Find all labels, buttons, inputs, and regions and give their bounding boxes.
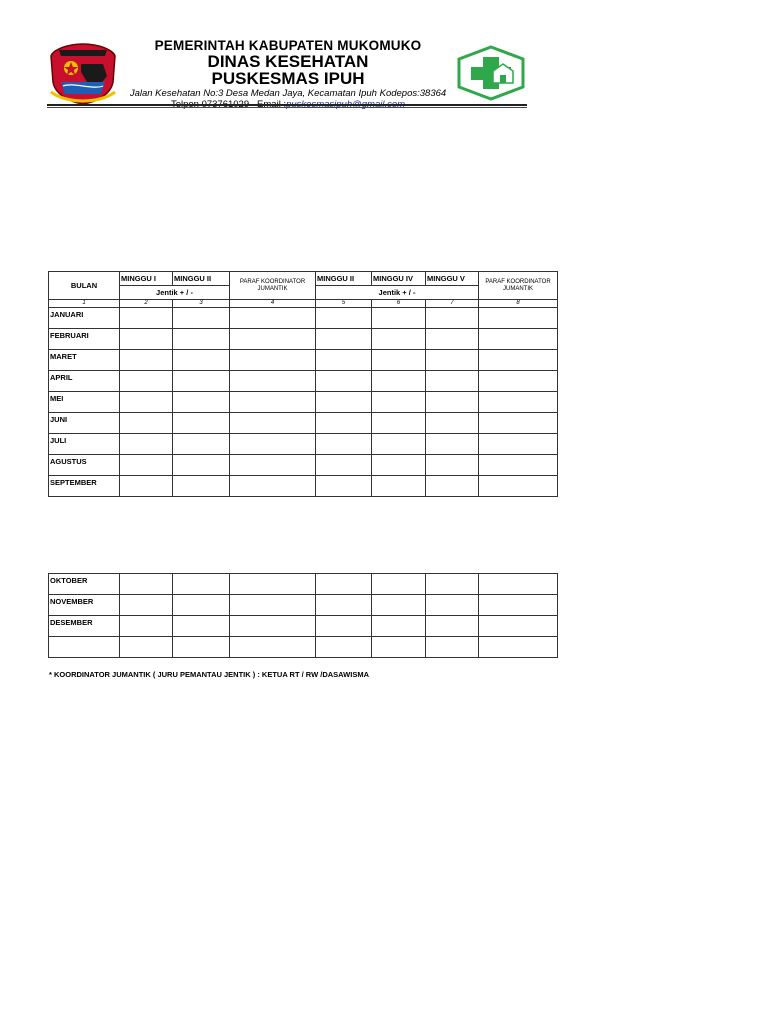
month-label: SEPTEMBER — [49, 476, 120, 497]
cell[interactable] — [230, 350, 316, 371]
subheader-jentik-2: Jentik + / - — [316, 286, 479, 300]
month-label: DESEMBER — [49, 616, 120, 637]
table-row — [49, 637, 558, 658]
letterhead — [45, 38, 527, 108]
month-label: NOVEMBER — [49, 595, 120, 616]
table-row — [49, 616, 558, 637]
col-number: 5 — [316, 300, 372, 308]
col-number: 7 — [426, 300, 479, 308]
cell[interactable] — [372, 434, 426, 455]
cell[interactable] — [316, 371, 372, 392]
cell[interactable] — [173, 329, 230, 350]
header-paraf-2: PARAF KOORDINATOR JUMANTIK — [479, 272, 558, 300]
cell[interactable] — [426, 434, 479, 455]
cell[interactable] — [316, 329, 372, 350]
cell[interactable] — [120, 637, 173, 658]
header-bulan: BULAN — [49, 272, 120, 300]
month-label — [49, 637, 120, 658]
cell[interactable] — [230, 392, 316, 413]
cell[interactable] — [316, 637, 372, 658]
government-name: PEMERINTAH KABUPATEN MUKOMUKO — [154, 38, 422, 53]
cell[interactable] — [479, 595, 558, 616]
cell[interactable] — [230, 595, 316, 616]
header-minggu-4: MINGGU IV — [372, 272, 426, 286]
cell[interactable] — [426, 308, 479, 329]
cell[interactable] — [426, 637, 479, 658]
subheader-jentik-1: Jentik + / - — [120, 286, 230, 300]
cell[interactable] — [372, 371, 426, 392]
cell[interactable] — [479, 413, 558, 434]
cell[interactable] — [316, 434, 372, 455]
cell[interactable] — [173, 574, 230, 595]
cell[interactable] — [120, 455, 173, 476]
table-row — [49, 371, 558, 392]
cell[interactable] — [479, 371, 558, 392]
puskesmas-name: PUSKESMAS IPUH — [211, 69, 365, 88]
cell[interactable] — [316, 574, 372, 595]
cell[interactable] — [479, 616, 558, 637]
cell[interactable] — [479, 392, 558, 413]
month-label: JUNI — [49, 413, 120, 434]
cell[interactable] — [426, 595, 479, 616]
table-row — [49, 455, 558, 476]
letterhead-text — [123, 38, 453, 110]
cell[interactable] — [173, 595, 230, 616]
cell[interactable] — [230, 329, 316, 350]
cell[interactable] — [372, 476, 426, 497]
month-label: JANUARI — [49, 308, 120, 329]
cell[interactable] — [230, 637, 316, 658]
cell[interactable] — [372, 329, 426, 350]
month-label: MARET — [49, 350, 120, 371]
cell[interactable] — [173, 616, 230, 637]
table-row — [49, 392, 558, 413]
table-row — [49, 350, 558, 371]
cell[interactable] — [479, 329, 558, 350]
cell[interactable] — [120, 413, 173, 434]
cell[interactable] — [316, 595, 372, 616]
cell[interactable] — [479, 455, 558, 476]
month-label: APRIL — [49, 371, 120, 392]
table-row — [49, 308, 558, 329]
puskesmas-logo-icon — [455, 45, 527, 101]
cell[interactable] — [173, 476, 230, 497]
table-row — [49, 413, 558, 434]
cell[interactable] — [479, 637, 558, 658]
letterhead-rule — [47, 104, 527, 106]
month-label: OKTOBER — [49, 574, 120, 595]
col-number: 2 — [120, 300, 173, 308]
jumantik-table-part1 — [48, 271, 558, 497]
cell[interactable] — [230, 616, 316, 637]
cell[interactable] — [479, 350, 558, 371]
cell[interactable] — [173, 308, 230, 329]
table-row — [49, 595, 558, 616]
cell[interactable] — [479, 434, 558, 455]
cell[interactable] — [120, 308, 173, 329]
cell[interactable] — [316, 455, 372, 476]
col-number: 6 — [372, 300, 426, 308]
cell[interactable] — [120, 329, 173, 350]
cell[interactable] — [426, 616, 479, 637]
cell[interactable] — [173, 392, 230, 413]
cell[interactable] — [120, 350, 173, 371]
cell[interactable] — [426, 371, 479, 392]
cell[interactable] — [426, 350, 479, 371]
cell[interactable] — [372, 455, 426, 476]
table-row — [49, 574, 558, 595]
letterhead-rule-thin — [47, 107, 527, 108]
table-row — [49, 476, 558, 497]
cell[interactable] — [426, 329, 479, 350]
cell[interactable] — [372, 574, 426, 595]
header-minggu-5: MINGGU V — [426, 272, 479, 286]
cell[interactable] — [372, 308, 426, 329]
cell[interactable] — [173, 637, 230, 658]
month-label: FEBRUARI — [49, 329, 120, 350]
cell[interactable] — [316, 616, 372, 637]
month-label: JULI — [49, 434, 120, 455]
cell[interactable] — [120, 574, 173, 595]
cell[interactable] — [230, 574, 316, 595]
cell[interactable] — [120, 616, 173, 637]
table-row — [49, 434, 558, 455]
header-paraf-1: PARAF KOORDINATOR JUMANTIK — [230, 272, 316, 300]
cell[interactable] — [173, 350, 230, 371]
cell[interactable] — [316, 392, 372, 413]
month-label: MEI — [49, 392, 120, 413]
cell[interactable] — [230, 308, 316, 329]
jumantik-table-part2 — [48, 573, 558, 658]
cell[interactable] — [426, 455, 479, 476]
cell[interactable] — [479, 476, 558, 497]
cell[interactable] — [173, 455, 230, 476]
cell[interactable] — [173, 434, 230, 455]
cell[interactable] — [372, 616, 426, 637]
cell[interactable] — [372, 637, 426, 658]
cell[interactable] — [316, 350, 372, 371]
cell[interactable] — [173, 413, 230, 434]
cell[interactable] — [230, 476, 316, 497]
cell[interactable] — [316, 476, 372, 497]
cell[interactable] — [230, 371, 316, 392]
col-number: 1 — [49, 300, 120, 308]
cell[interactable] — [120, 434, 173, 455]
cell[interactable] — [426, 413, 479, 434]
agency-name: DINAS KESEHATAN — [207, 52, 369, 71]
cell[interactable] — [372, 595, 426, 616]
address-text: Jalan Kesehatan No:3 Desa Medan Jaya, Kecamatan Ipuh Kodepos:38364 — [129, 88, 447, 99]
cell[interactable] — [372, 350, 426, 371]
col-number: 8 — [479, 300, 558, 308]
header-minggu-3: MINGGU II — [316, 272, 372, 286]
cell[interactable] — [120, 595, 173, 616]
cell[interactable] — [173, 371, 230, 392]
cell[interactable] — [120, 392, 173, 413]
cell[interactable] — [372, 413, 426, 434]
cell[interactable] — [120, 371, 173, 392]
footnote: * KOORDINATOR JUMANTIK ( JURU PEMANTAU JENTIK ) : KETUA RT / RW /DASAWISMA — [49, 670, 369, 679]
month-label: AGUSTUS — [49, 455, 120, 476]
col-number: 4 — [230, 300, 316, 308]
cell[interactable] — [120, 476, 173, 497]
cell[interactable] — [426, 392, 479, 413]
cell[interactable] — [316, 308, 372, 329]
cell[interactable] — [479, 574, 558, 595]
cell[interactable] — [426, 574, 479, 595]
table-row — [49, 329, 558, 350]
cell[interactable] — [230, 455, 316, 476]
cell[interactable] — [316, 413, 372, 434]
cell[interactable] — [230, 413, 316, 434]
cell[interactable] — [372, 392, 426, 413]
cell[interactable] — [426, 476, 479, 497]
header-minggu-1: MINGGU I — [120, 272, 173, 286]
cell[interactable] — [230, 434, 316, 455]
col-number: 3 — [173, 300, 230, 308]
kabupaten-emblem-icon — [47, 42, 119, 106]
header-minggu-2: MINGGU II — [173, 272, 230, 286]
cell[interactable] — [479, 308, 558, 329]
